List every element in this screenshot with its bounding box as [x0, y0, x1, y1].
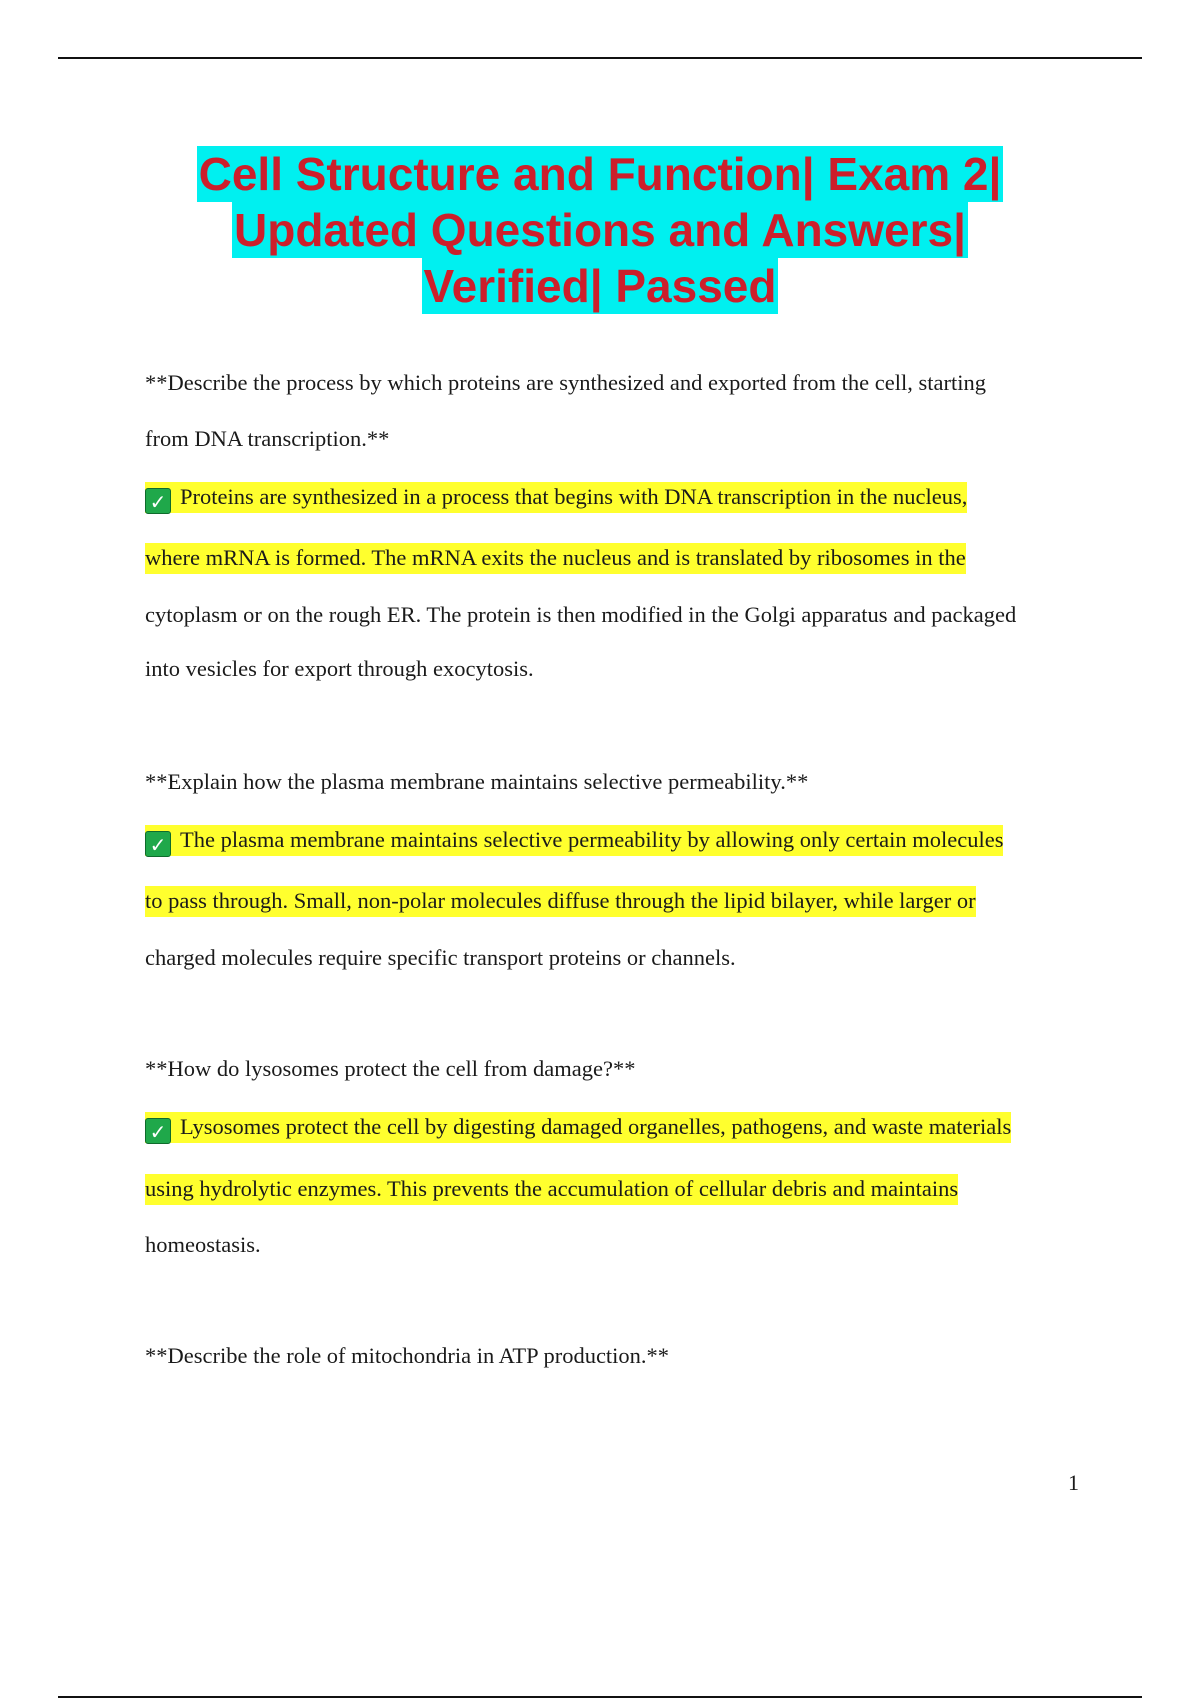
title-line-1: Cell Structure and Function| Exam 2|: [198, 148, 1002, 200]
question-1-line-1: **Describe the process by which proteins are synthesized and exported from the cell, starting: [145, 370, 986, 395]
question-4-line-1: **Describe the role of mitochondria in ATP production.**: [145, 1343, 670, 1368]
check-icon: ✓: [145, 488, 171, 514]
answer-1-line-3: cytoplasm or on the rough ER. The protein is then modified in the Golgi apparatus and packaged: [145, 602, 1017, 627]
question-2-line-1: **Explain how the plasma membrane maintains selective permeability.**: [145, 769, 809, 794]
bottom-rule: [58, 1696, 1142, 1698]
answer-3-line-1: [145, 1112, 1011, 1144]
answer-1-highlight: [145, 482, 967, 513]
answer-3-highlight: using hydrolytic enzymes. This prevents the accumulation of cellular debris and maintains: [145, 1174, 958, 1205]
answer-2-highlight: [145, 825, 1003, 856]
answer-2-line-1: [145, 825, 1003, 857]
title-line-2: Updated Questions and Answers|: [234, 204, 966, 256]
answer-2-line-3: charged molecules require specific transport proteins or channels.: [145, 945, 736, 970]
answer-1-text: Proteins are synthesized in a process that begins with DNA transcription in the nucleus,: [180, 484, 968, 509]
page-number: 1: [1068, 1470, 1079, 1495]
top-rule: [58, 57, 1142, 59]
question-1-line-2: from DNA transcription.**: [145, 426, 390, 451]
answer-3-text: Lysosomes protect the cell by digesting damaged organelles, pathogens, and waste materials: [180, 1114, 1012, 1139]
answer-2-line-2: [145, 886, 976, 916]
answer-1-highlight: where mRNA is formed. The mRNA exits the nucleus and is translated by ribosomes in the: [145, 543, 966, 574]
answer-3-highlight: [145, 1112, 1011, 1143]
answer-1-line-4: into vesicles for export through exocytosis.: [145, 656, 534, 681]
check-icon: ✓: [145, 1118, 171, 1144]
answer-1-line-1: [145, 482, 967, 514]
title-line-3: Verified| Passed: [423, 260, 777, 312]
answer-2-highlight: to pass through. Small, non-polar molecules diffuse through the lipid bilayer, while larger or: [145, 886, 976, 917]
check-icon: ✓: [145, 831, 171, 857]
answer-1-line-2: [145, 543, 966, 573]
document-title: [100, 146, 1100, 314]
answer-3-line-2: [145, 1174, 958, 1204]
question-3-line-1: **How do lysosomes protect the cell from damage?**: [145, 1056, 636, 1081]
answer-3-line-3: homeostasis.: [145, 1232, 261, 1257]
answer-2-text: The plasma membrane maintains selective permeability by allowing only certain molecules: [180, 827, 1004, 852]
